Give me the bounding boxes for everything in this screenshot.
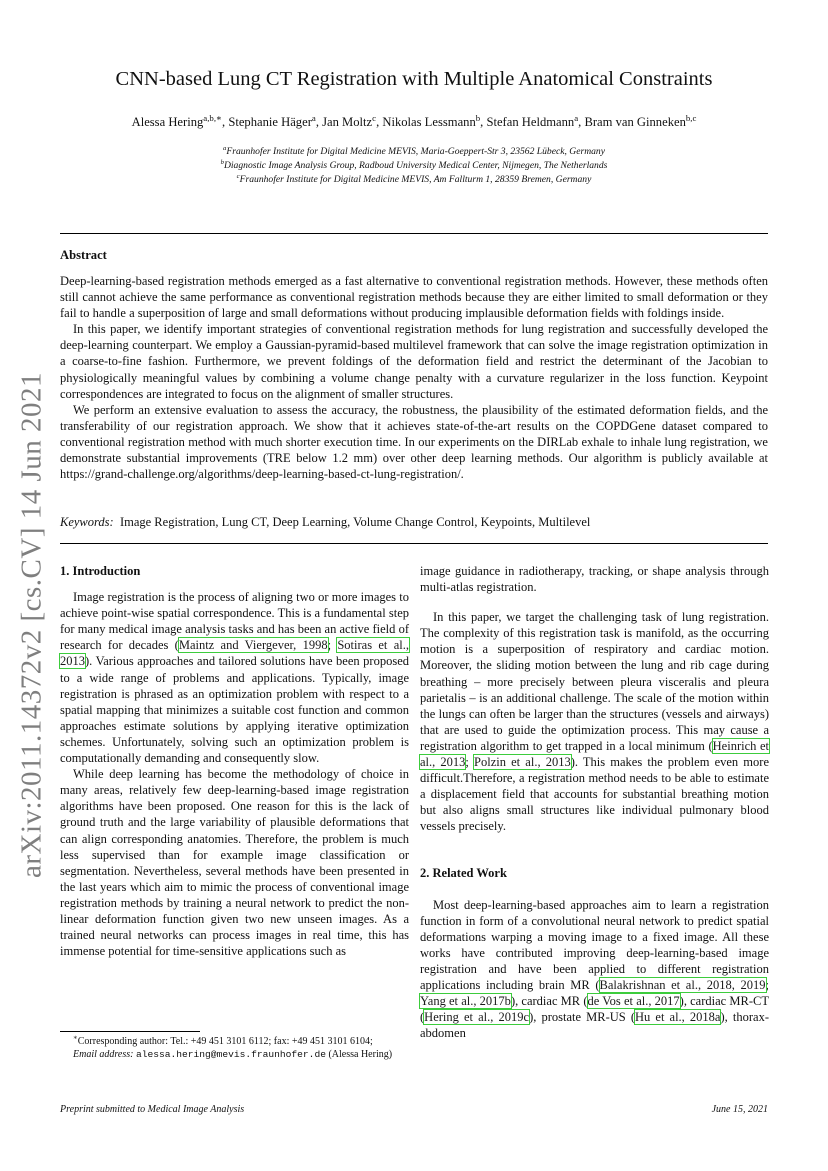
- abstract-body: [60, 273, 768, 482]
- footer-journal: Preprint submitted to Medical Image Analysis: [60, 1104, 245, 1115]
- citation-link[interactable]: Polzin et al., 2013: [474, 755, 571, 770]
- citation-link[interactable]: Hu et al., 2018a: [635, 1010, 721, 1025]
- citation-link[interactable]: Heinrich et al., 2013: [420, 738, 769, 770]
- section-heading-introduction: 1. Introduction: [60, 564, 141, 578]
- affiliation: $^b$Diagnostic Image Analysis Group, Radboud University Medical Center, Nijmegen, The Netherlands: [220, 158, 608, 171]
- section-heading-related-work: 2. Related Work: [420, 865, 507, 880]
- paper-title: CNN-based Lung CT Registration with Multiple Anatomical Constraints: [115, 68, 713, 90]
- keywords: [60, 515, 768, 530]
- citation-link[interactable]: de Vos et al., 2017: [587, 994, 680, 1009]
- divider: [60, 543, 768, 544]
- citation-link[interactable]: Balakrishnan et al., 2018, 2019: [599, 978, 766, 993]
- left-column: [60, 563, 409, 959]
- abstract-paragraph: Deep-learning-based registration methods emerged as a fast alternative to conventional registration methods. However, these methods often still cannot achieve the same performance as conventional registration methods because they are either limited to small deformation or they fail to handle a superposition of large and small deformations without producing implausible deformation fields with foldings inside.: [60, 274, 768, 321]
- abstract-paragraph: In this paper, we identify important strategies of conventional registration methods for lung registration and successfully developed the deep-learning counterpart. We employ a Gaussian-pyramid-based multilevel framework that can solve the image registration optimization in a coarse-to-fine fashion. Furthermore, we prevent foldings of the deformation field and restrict the determinant of the Jacobian to physiologically meaningful values by combining a volume change penalty with a curvature regularizer in the loss function. Keypoint correspondences are integrated to focus on the alignment of smaller structures.: [60, 322, 768, 401]
- keywords-list: Image Registration, Lung CT, Deep Learning, Volume Change Control, Keypoints, Multilevel: [119, 515, 591, 529]
- body-paragraph: image guidance in radiotherapy, tracking, or shape analysis through multi-atlas registration.: [420, 564, 769, 595]
- affiliations: [60, 145, 768, 187]
- footer-date: June 15, 2021: [711, 1104, 768, 1115]
- keywords-label: Keywords:: [60, 515, 114, 529]
- body-paragraph: Image registration is the process of aligning two or more images to achieve point-wise spatial correspondence. This is a fundamental step for many medical image analysis tasks and has been an active field of research for decades (Maintz and Viergever, 1998; Sotiras et al., 2013). Various approaches and tailored solutions have been proposed to a wide range of problems and applications. Typically, image registration is phrased as an optimization problem with respect to a spatial mapping that minimizes a suitable cost function and common approaches estimate solutions by applying iterative optimization schemes. Unfortunately, solving such an optimization problem is computationally demanding and consequently slow.: [60, 590, 409, 766]
- body-paragraph: In this paper, we target the challenging task of lung registration. The complexity of this registration task is manifold, as the occurring motion is a superposition of respiratory and cardiac motion. Moreover, the sliding motion between the lung and rib cage during breathing – more precisely between pleura visceralis and pleura parietalis – is an additional challenge. The scale of the motion within the lungs can often be larger than the structures (vessels and airways) that are used to guide the optimization process. This may cause a registration algorithm to get trapped in a local minimum (Heinrich et al., 2013; Polzin et al., 2013). This makes the problem even more difficult.Therefore, a registration method needs to be able to estimate a displacement field that accounts for substantial breathing motion but also aligns small structures like individual pulmonary blood vessels precisely.: [420, 610, 769, 834]
- author: Stefan Heldmann$^a$: [486, 112, 579, 129]
- body-paragraph: Most deep-learning-based approaches aim to learn a registration function in form of a convolutional neural network to predict spatial deformations warping a moving image to a fixed image. All these works have contributed improving deep-learning-based image registration and have been applied to different registration applications including brain MR (Balakrishnan et al., 2018, 2019; Yang et al., 2017b), cardiac MR (de Vos et al., 2017), cardiac MR-CT (Hering et al., 2019c), prostate MR-US (Hu et al., 2018a), thorax-abdomen: [420, 897, 769, 1041]
- citation-link[interactable]: Maintz and Viergever, 1998: [178, 638, 328, 653]
- abstract-heading: Abstract: [60, 248, 107, 262]
- author: Jan Moltz$^c$: [322, 112, 377, 129]
- citation-link[interactable]: Sotiras et al., 2013: [60, 638, 409, 669]
- footnote: ∗Corresponding author: Tel.: +49 451 3101 6112; fax: +49 451 3101 6104; Email address: alessa.hering@mevis.fraunhofer.de (Alessa Hering): [73, 1033, 393, 1060]
- arxiv-id-text: arXiv:2011.14372v2 [cs.CV] 14 Jun 2021: [15, 371, 48, 879]
- right-column: [420, 563, 769, 1041]
- author: Stephanie Häger$^a$: [228, 112, 316, 129]
- author: Bram van Ginneken$^{b,c}$: [584, 112, 697, 129]
- citation-link[interactable]: Yang et al., 2017b: [420, 994, 511, 1009]
- divider: [60, 233, 768, 234]
- author: Alessa Hering$^{a,b,∗}$: [131, 112, 223, 129]
- author: Nikolas Lessmann$^b$: [382, 112, 481, 129]
- email-link[interactable]: alessa.hering@mevis.fraunhofer.de: [135, 1049, 326, 1060]
- citation-link[interactable]: Hering et al., 2019c: [424, 1010, 530, 1025]
- footnote-divider: [60, 1031, 200, 1032]
- abstract-paragraph: We perform an extensive evaluation to assess the accuracy, the robustness, the plausibility of the estimated deformation fields, and the transferability of our registration approach. We show that it achieves state-of-the-art results on the COPDGene dataset compared to conventional registration method with much shorter execution time. In our experiments on the DIRLab exhale to inhale lung registration, we demonstrate substantial improvements (TRE below 1.2 mm) over other deep learning methods. Our algorithm is publicly available at https://grand-challenge.org/algorithms/deep-learning-based-ct-lung-registration/.: [60, 402, 768, 482]
- affiliation: $^a$Fraunhofer Institute for Digital Medicine MEVIS, Maria-Goeppert-Str 3, 23562 Lübeck, Germany: [223, 144, 605, 157]
- arxiv-side-identifier: [10, 360, 54, 890]
- author-list: Alessa Hering$^{a,b,∗}$, Stephanie Häger$^a$, Jan Moltz$^c$, Nikolas Lessmann$^b$, Stefan Heldmann$^a$, Bram van Ginneken$^{b,c}$: [131, 112, 697, 129]
- affiliation: $^c$Fraunhofer Institute for Digital Medicine MEVIS, Am Fallturm 1, 28359 Bremen, Germany: [236, 172, 592, 185]
- body-paragraph: While deep learning has become the methodology of choice in many areas, relatively few deep-learning-based image registration algorithms have been proposed. One reason for this is the lack of ground truth and the large variability of plausible deformations that can align corresponding anatomies. Therefore, the problem is much less supervised than for example image classification or segmentation. Nevertheless, several methods have been presented in the last years which aim to mimic the process of conventional image registration methods by training a neural network to predict the non-linear deformation function given two new unseen images. As a trained neural networks can process images in real time, this has immense potential for time-sensitive applications such as: [60, 767, 409, 959]
